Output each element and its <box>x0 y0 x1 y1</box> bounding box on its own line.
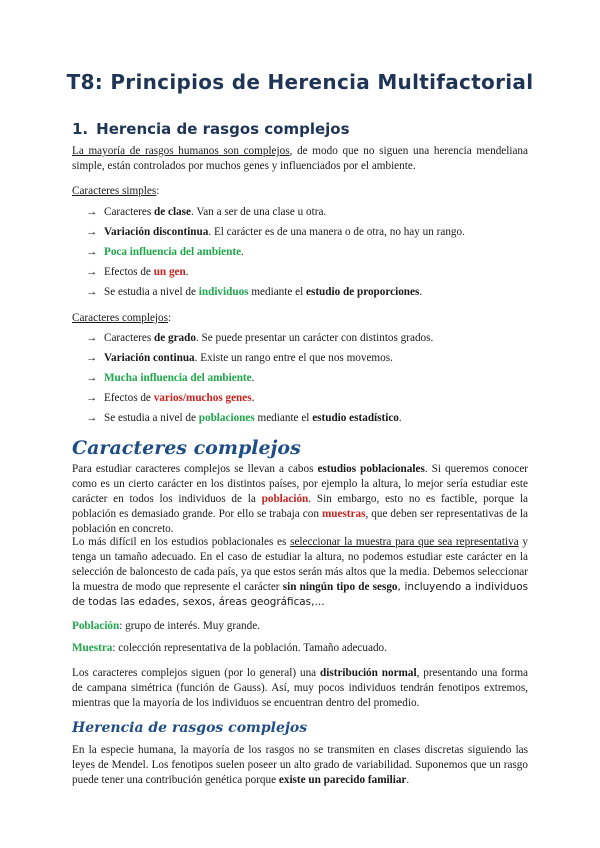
text: Los caracteres complejos siguen (por lo general) una <box>72 667 321 679</box>
text: mediante el <box>254 412 313 424</box>
text: . <box>419 286 423 298</box>
simples-list <box>86 205 526 305</box>
text: . <box>241 246 244 258</box>
bold-text: estudios poblacionales <box>317 463 425 475</box>
text: . Se puede presentar un carácter con distintos grados. <box>195 332 434 344</box>
paragraph-distribucion <box>72 666 528 711</box>
definition-poblacion <box>72 620 260 632</box>
list-item <box>86 411 526 431</box>
list-item <box>86 351 526 371</box>
red-text: muestras <box>321 508 366 520</box>
text: Se estudia a nivel de <box>104 286 199 298</box>
arrow-icon: → <box>86 246 98 258</box>
list-item <box>86 225 526 245</box>
text: Caracteres <box>104 206 154 218</box>
list-item <box>86 391 526 411</box>
green-text: Población <box>72 620 120 632</box>
list-item <box>86 371 526 391</box>
complejos-heading <box>72 312 171 324</box>
arrow-icon: → <box>86 372 98 384</box>
text: . Si queremos conocer como es un cierto carácter en los distintos países, por ejemplo la altura, lo mejor sería estudiar este carácter en todos los individuos de la <box>72 463 529 505</box>
bold-text: de clase <box>154 206 191 218</box>
section-heading-1 <box>72 120 350 138</box>
text: Efectos de <box>104 392 154 404</box>
text: , incluyendo a individuos de todas las edades, sexos, áreas geográficas,… <box>72 581 528 608</box>
section-number: 1. <box>72 120 89 138</box>
definition-muestra <box>72 642 387 654</box>
simples-colon: : <box>156 185 160 197</box>
arrow-icon: → <box>86 226 98 238</box>
text: Efectos de <box>104 266 154 278</box>
green-text: Poca influencia del ambiente <box>104 246 242 258</box>
text: Lo más difícil en los estudios poblacionales es <box>72 536 291 548</box>
arrow-icon: → <box>86 352 98 364</box>
red-text: varios/muchos genes <box>153 392 252 404</box>
arrow-icon: → <box>86 206 98 218</box>
intro-underlined: La mayoría de rasgos humanos son complejos <box>72 145 290 157</box>
text: , que deben ser representativas de la población en concreto. <box>72 508 529 535</box>
complejos-colon: : <box>167 312 172 324</box>
text: y tenga un tamaño adecuado. En el caso de estudiar la altura, no podemos estudiar este carácter en la selección de baloncesto de cada país, ya que estos serán más altos que la media. Debemos seleccionar la muestra de modo que represente el carácter <box>72 536 529 593</box>
text: En la especie humana, la mayoría de los rasgos no se transmiten en clases discretas siguiendo las leyes de Mendel. Los fenotipos suelen poseer un alto grado de variabilidad. Suponemos que un rasgo puede tener una contribución genética porque <box>72 744 528 786</box>
text: . Sin embargo, esto no es factible, porque la población es demasiado grande. Por ello se trabaja con <box>72 493 529 520</box>
text: . <box>398 412 402 424</box>
page-title: T8: Principios de Herencia Multifactorial <box>66 70 534 94</box>
text: . <box>251 372 255 384</box>
section-heading-2: Caracteres complejos <box>72 437 301 459</box>
text: : grupo de interés. Muy grande. <box>119 620 260 632</box>
complejos-list <box>86 331 526 431</box>
text: . Van a ser de una clase u otra. <box>190 206 327 218</box>
bold-text: Variación discontinua <box>104 226 209 238</box>
green-text: Mucha influencia del ambiente <box>104 372 252 384</box>
bold-text: estudio de proporciones <box>306 286 420 298</box>
list-item <box>86 331 526 351</box>
section-heading-3: Herencia de rasgos complejos <box>72 720 308 736</box>
section-heading-text: Herencia de rasgos complejos <box>96 120 350 138</box>
text: Para estudiar caracteres complejos se llevan a cabos <box>72 463 318 475</box>
arrow-icon: → <box>86 266 98 278</box>
underlined-text: seleccionar la muestra para que sea representativa <box>290 536 519 548</box>
text: mediante el <box>248 286 306 298</box>
intro-text: , de modo que no siguen una herencia mendeliana simple, están controlados por muchos genes y influenciados por el ambiente. <box>72 145 528 172</box>
arrow-icon: → <box>86 392 98 404</box>
bold-text: distribución normal <box>320 667 417 679</box>
list-item <box>86 205 526 225</box>
arrow-icon: → <box>86 332 98 344</box>
text: . <box>185 266 189 278</box>
green-text: poblaciones <box>198 412 255 424</box>
paragraph-herencia <box>72 743 528 788</box>
simples-heading-text: Caracteres simples <box>72 185 157 197</box>
text: . <box>251 392 255 404</box>
intro-paragraph <box>72 144 528 174</box>
arrow-icon: → <box>86 286 98 298</box>
text: : colección representativa de la población. Tamaño adecuado. <box>112 642 387 654</box>
green-text: Muestra <box>72 642 113 654</box>
complejos-heading-text: Caracteres complejos <box>72 312 168 324</box>
text: Caracteres <box>104 332 154 344</box>
paragraph-estudios <box>72 462 528 537</box>
text: Se estudia a nivel de <box>104 412 199 424</box>
arrow-icon: → <box>86 412 98 424</box>
text: . Existe un rango entre el que nos movemos. <box>194 352 393 364</box>
text: , presentando una forma de campana simétrica (función de Gauss). Así, muy pocos individuos tendrán fenotipos extremos, mientras que la mayoría de los individuos se encuentran dentro del promedio. <box>72 667 529 709</box>
list-item <box>86 245 526 265</box>
bold-text: de grado <box>154 332 196 344</box>
red-text: un gen <box>153 266 186 278</box>
bold-text: existe un parecido familiar <box>278 774 407 786</box>
bold-text: sin ningún tipo de sesgo <box>282 581 398 593</box>
list-item <box>86 265 526 285</box>
list-item <box>86 285 526 305</box>
bold-text: estudio estadístico <box>312 412 399 424</box>
paragraph-muestra <box>72 535 528 610</box>
green-text: individuos <box>198 286 249 298</box>
text: . El carácter es de una manera o de otra, no hay un rango. <box>208 226 465 238</box>
simples-heading <box>72 185 159 197</box>
text: . <box>406 774 410 786</box>
red-text: población <box>261 493 309 505</box>
bold-text: Variación continua <box>104 352 195 364</box>
